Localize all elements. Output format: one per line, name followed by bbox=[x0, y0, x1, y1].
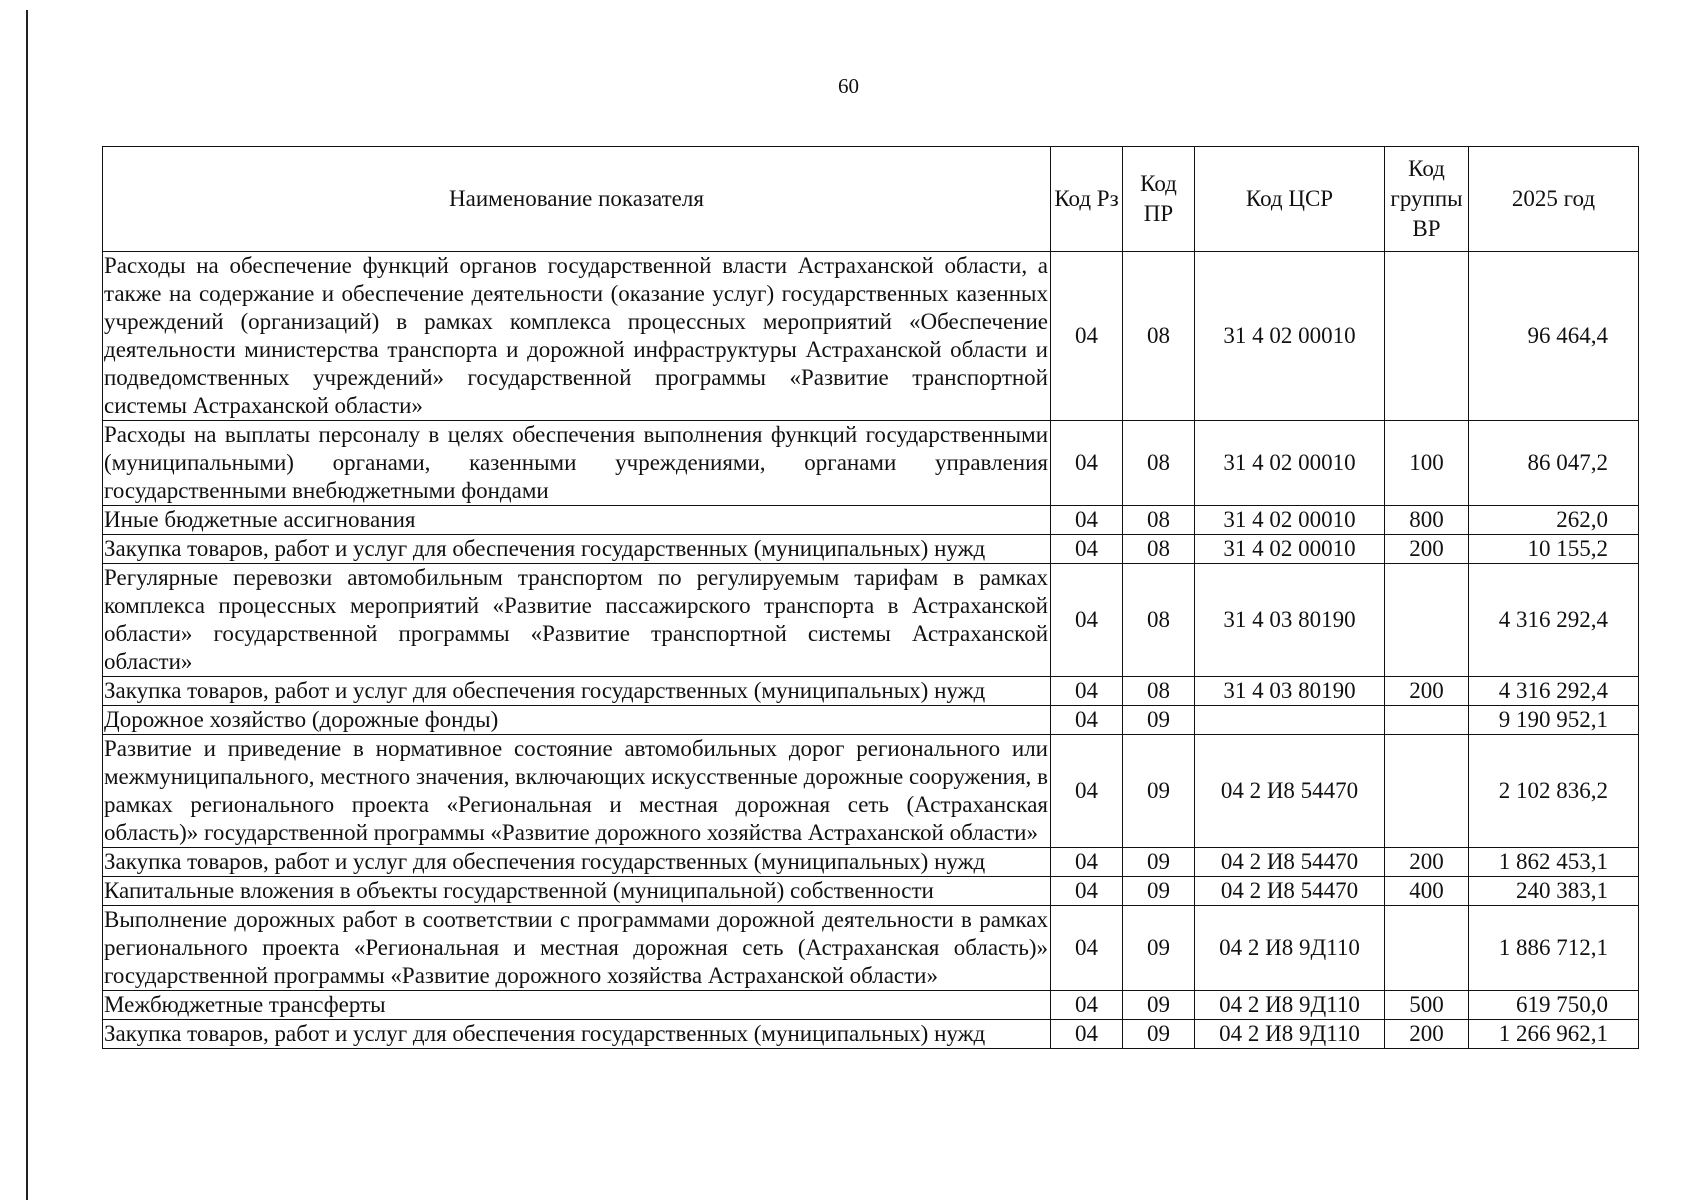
row-pr: 08 bbox=[1123, 252, 1195, 421]
row-rz: 04 bbox=[1051, 848, 1123, 877]
row-name: Капитальные вложения в объекты государственной (муниципальной) собственности bbox=[103, 877, 1051, 906]
row-csr: 04 2 И8 54470 bbox=[1195, 735, 1385, 848]
row-rz: 04 bbox=[1051, 877, 1123, 906]
row-vr: 500 bbox=[1385, 991, 1469, 1020]
row-vr: 200 bbox=[1385, 1020, 1469, 1049]
row-pr: 08 bbox=[1123, 677, 1195, 706]
row-csr: 31 4 02 00010 bbox=[1195, 535, 1385, 564]
row-amount: 86 047,2 bbox=[1469, 421, 1639, 506]
row-vr: 800 bbox=[1385, 506, 1469, 535]
row-vr bbox=[1385, 706, 1469, 735]
row-amount: 1 886 712,1 bbox=[1469, 906, 1639, 991]
row-csr: 04 2 И8 54470 bbox=[1195, 877, 1385, 906]
row-amount: 2 102 836,2 bbox=[1469, 735, 1639, 848]
row-name: Межбюджетные трансферты bbox=[103, 991, 1051, 1020]
row-pr: 09 bbox=[1123, 848, 1195, 877]
header-vr: Код группы ВР bbox=[1385, 147, 1469, 252]
table-row bbox=[103, 564, 1639, 677]
row-csr: 04 2 И8 9Д110 bbox=[1195, 1020, 1385, 1049]
table-row bbox=[103, 252, 1639, 421]
row-rz: 04 bbox=[1051, 506, 1123, 535]
row-rz: 04 bbox=[1051, 735, 1123, 848]
row-csr: 31 4 03 80190 bbox=[1195, 677, 1385, 706]
row-pr: 09 bbox=[1123, 991, 1195, 1020]
row-pr: 09 bbox=[1123, 706, 1195, 735]
row-name: Закупка товаров, работ и услуг для обеспечения государственных (муниципальных) нужд bbox=[103, 677, 1051, 706]
row-csr: 31 4 02 00010 bbox=[1195, 421, 1385, 506]
table-row bbox=[103, 706, 1639, 735]
row-vr bbox=[1385, 252, 1469, 421]
table-row bbox=[103, 506, 1639, 535]
row-name: Дорожное хозяйство (дорожные фонды) bbox=[103, 706, 1051, 735]
row-name: Иные бюджетные ассигнования bbox=[103, 506, 1051, 535]
header-rz: Код Рз bbox=[1051, 147, 1123, 252]
row-rz: 04 bbox=[1051, 1020, 1123, 1049]
header-csr: Код ЦСР bbox=[1195, 147, 1385, 252]
row-vr: 200 bbox=[1385, 677, 1469, 706]
table-header-row bbox=[103, 147, 1639, 252]
row-amount: 262,0 bbox=[1469, 506, 1639, 535]
row-name: Закупка товаров, работ и услуг для обеспечения государственных (муниципальных) нужд bbox=[103, 848, 1051, 877]
row-amount: 4 316 292,4 bbox=[1469, 677, 1639, 706]
row-rz: 04 bbox=[1051, 252, 1123, 421]
row-rz: 04 bbox=[1051, 421, 1123, 506]
row-amount: 10 155,2 bbox=[1469, 535, 1639, 564]
table-row bbox=[103, 906, 1639, 991]
table-row bbox=[103, 735, 1639, 848]
table-row bbox=[103, 877, 1639, 906]
table-row bbox=[103, 677, 1639, 706]
row-vr: 200 bbox=[1385, 535, 1469, 564]
row-name: Расходы на выплаты персоналу в целях обеспечения выполнения функций государственными (муниципальными) органами, казенными учреждениями, органами управления государственными внебюджетными фондами bbox=[103, 421, 1051, 506]
row-amount: 1 266 962,1 bbox=[1469, 1020, 1639, 1049]
row-csr: 31 4 02 00010 bbox=[1195, 252, 1385, 421]
row-csr: 04 2 И8 9Д110 bbox=[1195, 991, 1385, 1020]
row-vr bbox=[1385, 735, 1469, 848]
row-csr bbox=[1195, 706, 1385, 735]
table-row bbox=[103, 535, 1639, 564]
binding-margin-line bbox=[26, 10, 28, 1200]
table-row bbox=[103, 421, 1639, 506]
header-year: 2025 год bbox=[1469, 147, 1639, 252]
page-number: 60 bbox=[838, 74, 859, 98]
row-csr: 31 4 02 00010 bbox=[1195, 506, 1385, 535]
row-amount: 240 383,1 bbox=[1469, 877, 1639, 906]
row-pr: 09 bbox=[1123, 1020, 1195, 1049]
row-vr bbox=[1385, 906, 1469, 991]
row-pr: 08 bbox=[1123, 535, 1195, 564]
row-amount: 9 190 952,1 bbox=[1469, 706, 1639, 735]
row-name: Расходы на обеспечение функций органов государственной власти Астраханской области, а также на содержание и обеспечение деятельности (оказание услуг) государственных казенных учреждений (организаций) в рамках комплекса процессных мероприятий «Обеспечение деятельности министерства транспорта и дорожной инфраструктуры Астраханской области и подведомственных учреждений» государственной программы «Развитие транспортной системы Астраханской области» bbox=[103, 252, 1051, 421]
row-pr: 08 bbox=[1123, 506, 1195, 535]
header-pr: Код ПР bbox=[1123, 147, 1195, 252]
row-rz: 04 bbox=[1051, 906, 1123, 991]
row-rz: 04 bbox=[1051, 535, 1123, 564]
row-vr: 400 bbox=[1385, 877, 1469, 906]
table-row bbox=[103, 991, 1639, 1020]
row-rz: 04 bbox=[1051, 706, 1123, 735]
row-vr bbox=[1385, 564, 1469, 677]
row-amount: 1 862 453,1 bbox=[1469, 848, 1639, 877]
row-pr: 08 bbox=[1123, 421, 1195, 506]
row-amount: 4 316 292,4 bbox=[1469, 564, 1639, 677]
row-amount: 619 750,0 bbox=[1469, 991, 1639, 1020]
row-name: Выполнение дорожных работ в соответствии с программами дорожной деятельности в рамках регионального проекта «Региональная и местная дорожная сеть (Астраханская область)» государственной программы «Развитие дорожного хозяйства Астраханской области» bbox=[103, 906, 1051, 991]
row-pr: 09 bbox=[1123, 906, 1195, 991]
row-csr: 31 4 03 80190 bbox=[1195, 564, 1385, 677]
table-row bbox=[103, 848, 1639, 877]
row-csr: 04 2 И8 9Д110 bbox=[1195, 906, 1385, 991]
row-rz: 04 bbox=[1051, 677, 1123, 706]
row-vr: 100 bbox=[1385, 421, 1469, 506]
row-rz: 04 bbox=[1051, 564, 1123, 677]
row-csr: 04 2 И8 54470 bbox=[1195, 848, 1385, 877]
row-pr: 09 bbox=[1123, 877, 1195, 906]
row-amount: 96 464,4 bbox=[1469, 252, 1639, 421]
row-pr: 08 bbox=[1123, 564, 1195, 677]
row-name: Закупка товаров, работ и услуг для обеспечения государственных (муниципальных) нужд bbox=[103, 1020, 1051, 1049]
row-name: Развитие и приведение в нормативное состояние автомобильных дорог регионального или межмуниципального, местного значения, включающих искусственные дорожные сооружения, в рамках регионального проекта «Региональная и местная дорожная сеть (Астраханская область)» государственной программы «Развитие дорожного хозяйства Астраханской области» bbox=[103, 735, 1051, 848]
table-row bbox=[103, 1020, 1639, 1049]
row-name: Регулярные перевозки автомобильным транспортом по регулируемым тарифам в рамках комплекса процессных мероприятий «Развитие пассажирского транспорта в Астраханской области» государственной программы «Развитие транспортной системы Астраханской области» bbox=[103, 564, 1051, 677]
row-pr: 09 bbox=[1123, 735, 1195, 848]
budget-table bbox=[102, 146, 1639, 1049]
row-name: Закупка товаров, работ и услуг для обеспечения государственных (муниципальных) нужд bbox=[103, 535, 1051, 564]
row-vr: 200 bbox=[1385, 848, 1469, 877]
header-name: Наименование показателя bbox=[103, 147, 1051, 252]
row-rz: 04 bbox=[1051, 991, 1123, 1020]
